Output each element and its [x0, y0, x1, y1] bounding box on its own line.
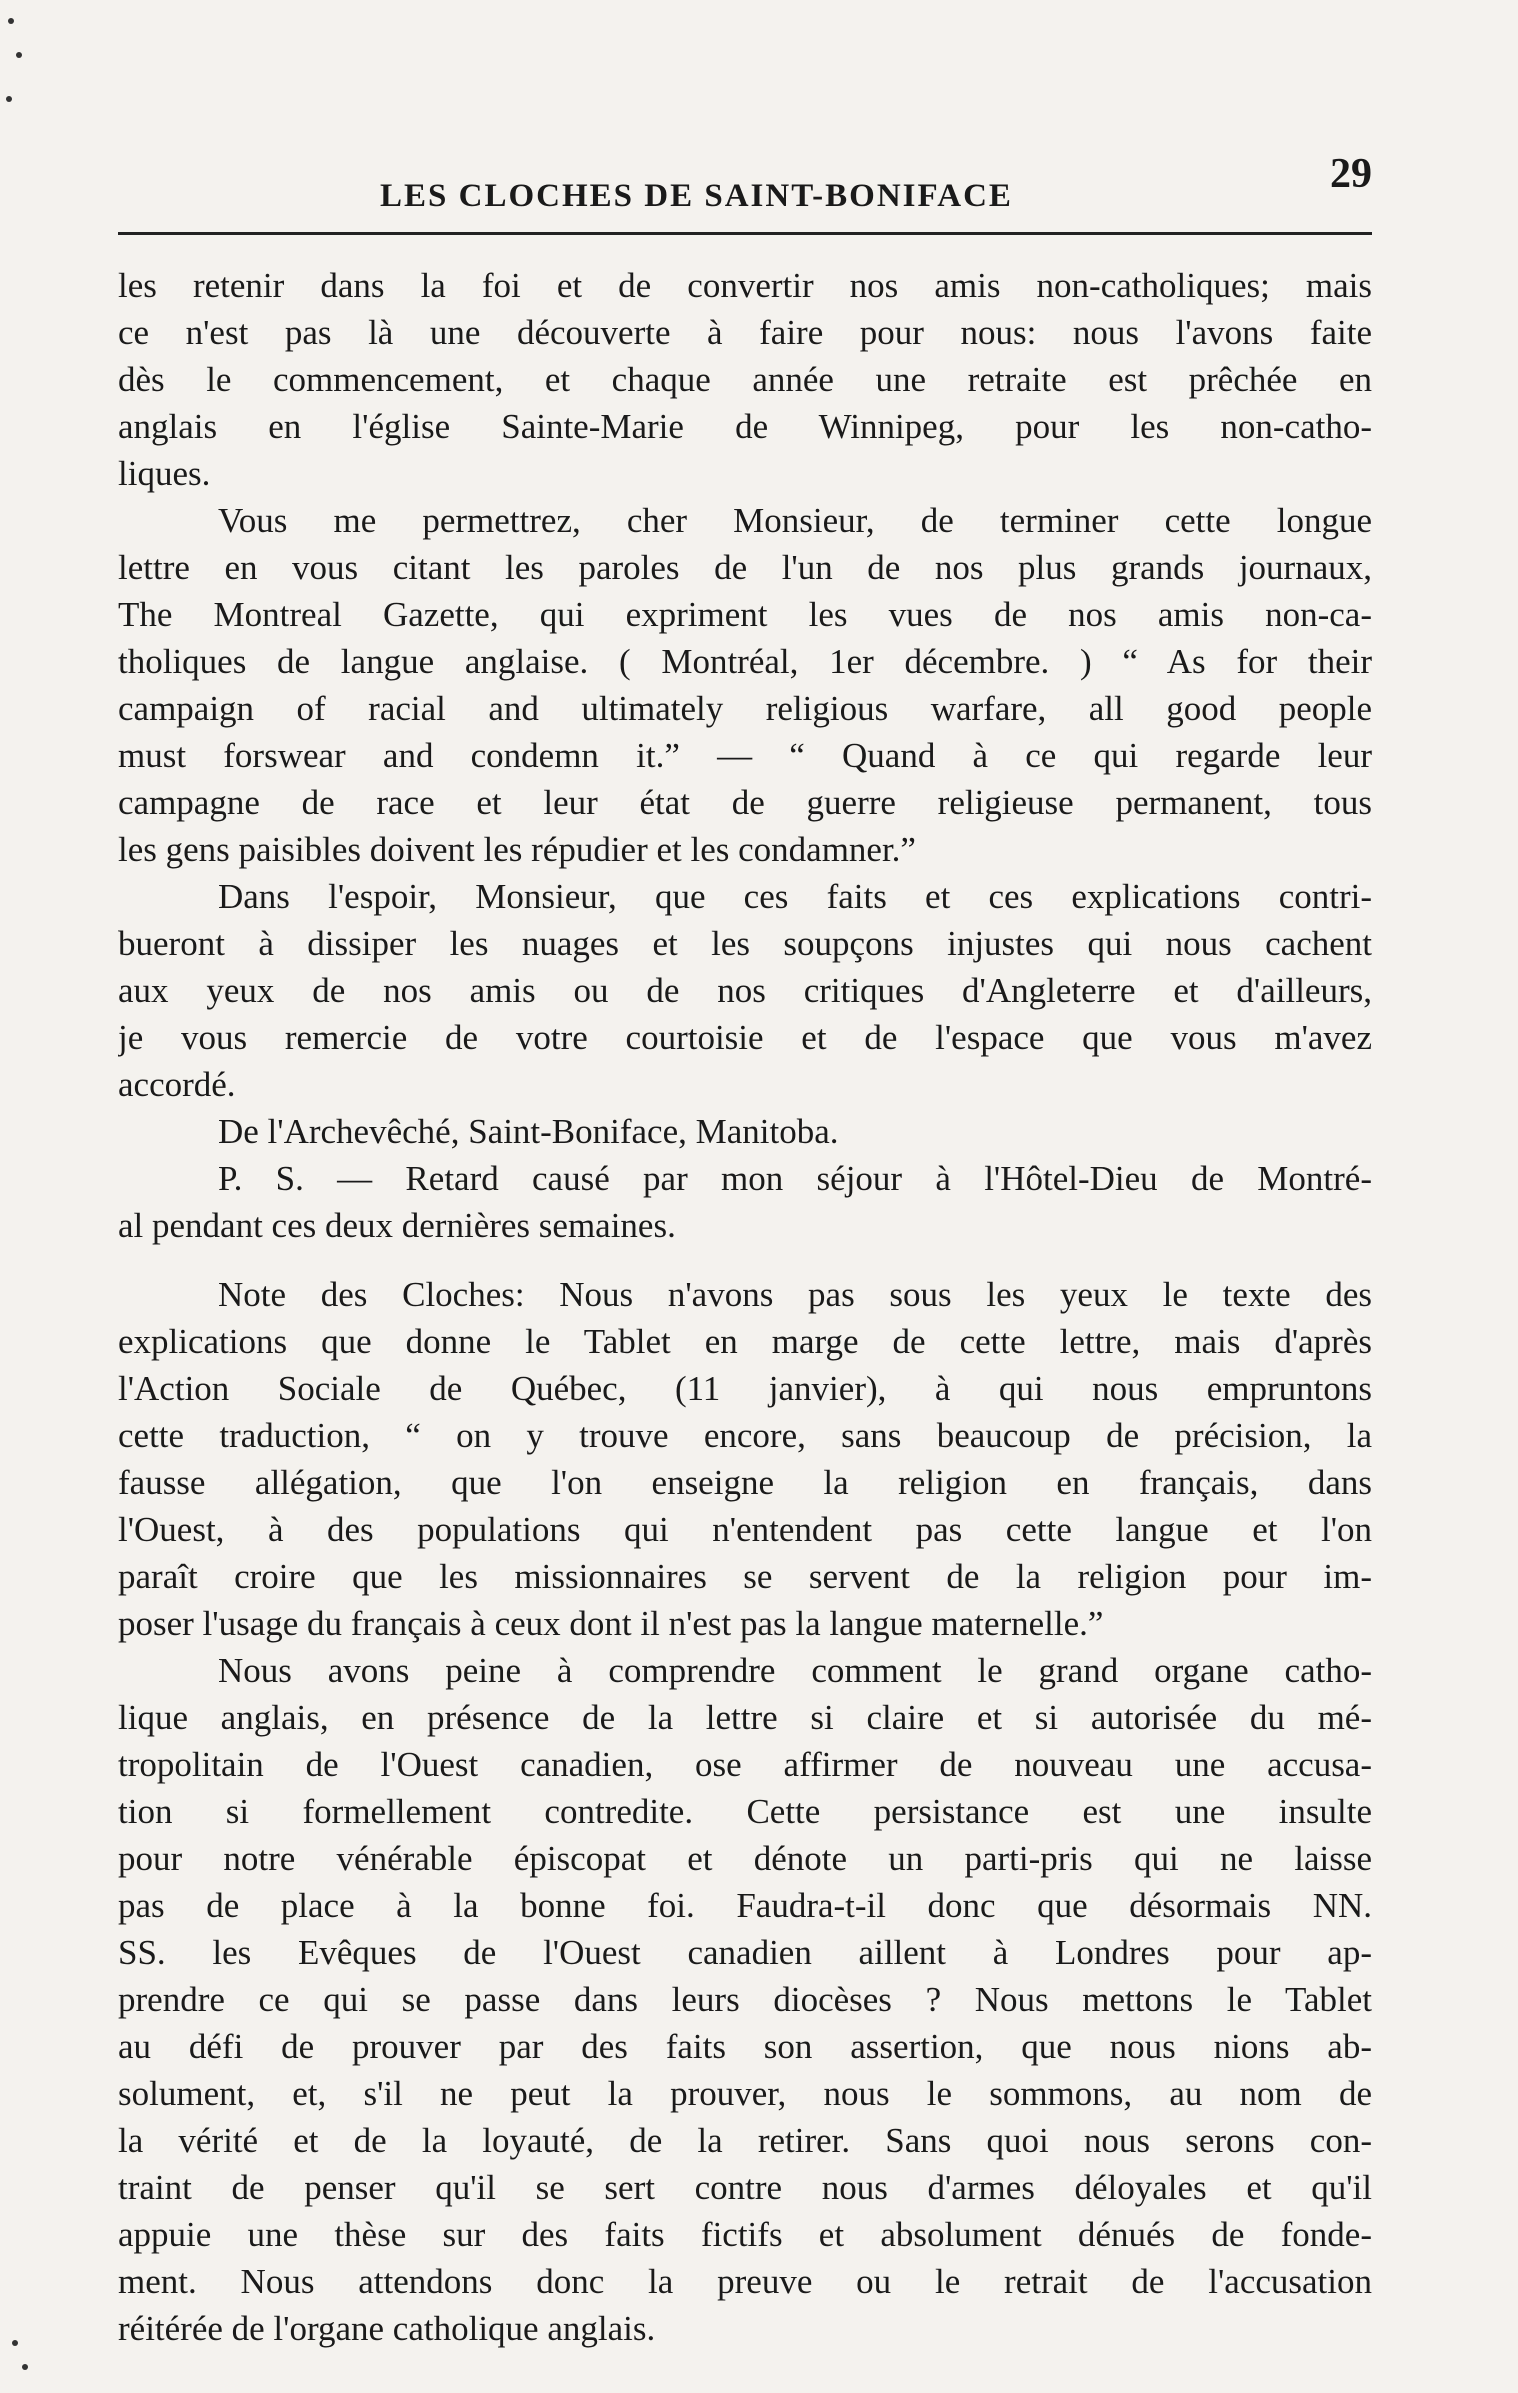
- text-line: Vous me permettrez, cher Monsieur, de terminer cette longue: [218, 501, 1372, 540]
- text-line: paraît croire que les missionnaires se servent de la religion pour im-: [118, 1557, 1372, 1596]
- text-line: traint de penser qu'il se sert contre nous d'armes déloyales et qu'il: [118, 2168, 1372, 2207]
- text-line: tholiques de langue anglaise. ( Montréal, 1er décembre. ) “ As for their: [118, 642, 1372, 681]
- text-line: anglais en l'église Sainte-Marie de Winnipeg, pour les non-catho-: [118, 407, 1372, 446]
- text-line: campaign of racial and ultimately religious warfare, all good people: [118, 689, 1372, 728]
- scan-speck: [12, 2340, 18, 2346]
- text-line: au défi de prouver par des faits son assertion, que nous nions ab-: [118, 2027, 1372, 2066]
- text-line: pour notre vénérable épiscopat et dénote un parti-pris qui ne laisse: [118, 1839, 1372, 1878]
- text-line: tion si formellement contredite. Cette persistance est une insulte: [118, 1792, 1372, 1831]
- text-line: poser l'usage du français à ceux dont il n'est pas la langue maternelle.”: [118, 1604, 1104, 1643]
- text-line: The Montreal Gazette, qui expriment les vues de nos amis non-ca-: [118, 595, 1372, 634]
- running-title: LES CLOCHES DE SAINT-BONIFACE: [380, 178, 1013, 214]
- text-line: aux yeux de nos amis ou de nos critiques d'Angleterre et d'ailleurs,: [118, 971, 1372, 1010]
- scan-speck: [16, 52, 22, 58]
- page-header: [118, 150, 1372, 240]
- text-line: accordé.: [118, 1065, 236, 1104]
- scan-speck: [8, 18, 14, 24]
- scan-speck: [6, 96, 12, 102]
- text-line: ment. Nous attendons donc la preuve ou le retrait de l'accusation: [118, 2262, 1372, 2301]
- body-text: [118, 262, 1372, 2352]
- text-line: l'Action Sociale de Québec, (11 janvier), à qui nous empruntons: [118, 1369, 1372, 1408]
- text-line: Nous avons peine à comprendre comment le grand organe catho-: [218, 1651, 1372, 1690]
- text-line: explications que donne le Tablet en marge de cette lettre, mais d'après: [118, 1322, 1372, 1361]
- text-line: pas de place à la bonne foi. Faudra-t-il donc que désormais NN.: [118, 1886, 1372, 1925]
- text-line: les gens paisibles doivent les répudier et les condamner.”: [118, 830, 916, 869]
- text-line: l'Ouest, à des populations qui n'entendent pas cette langue et l'on: [118, 1510, 1372, 1549]
- text-line: SS. les Evêques de l'Ouest canadien aillent à Londres pour ap-: [118, 1933, 1372, 1972]
- header-rule: [118, 232, 1372, 235]
- text-line: tropolitain de l'Ouest canadien, ose affirmer de nouveau une accusa-: [118, 1745, 1372, 1784]
- text-line: les retenir dans la foi et de convertir nos amis non-catholiques; mais: [118, 266, 1372, 305]
- text-line: De l'Archevêché, Saint-Boniface, Manitoba.: [218, 1112, 839, 1151]
- text-line: la vérité et de la loyauté, de la retirer. Sans quoi nous serons con-: [118, 2121, 1372, 2160]
- text-line: fausse allégation, que l'on enseigne la religion en français, dans: [118, 1463, 1372, 1502]
- text-line: Dans l'espoir, Monsieur, que ces faits et ces explications contri-: [218, 877, 1372, 916]
- text-line: lettre en vous citant les paroles de l'un de nos plus grands journaux,: [118, 548, 1372, 587]
- scan-speck: [22, 2364, 28, 2370]
- text-line: appuie une thèse sur des faits fictifs et absolument dénués de fonde-: [118, 2215, 1372, 2254]
- text-line: must forswear and condemn it.” — “ Quand à ce qui regarde leur: [118, 736, 1372, 775]
- text-line: Note des Cloches: Nous n'avons pas sous les yeux le texte des: [218, 1275, 1372, 1314]
- text-line: réitérée de l'organe catholique anglais.: [118, 2309, 656, 2348]
- text-line: solument, et, s'il ne peut la prouver, nous le sommons, au nom de: [118, 2074, 1372, 2113]
- text-line: ce n'est pas là une découverte à faire pour nous: nous l'avons faite: [118, 313, 1372, 352]
- text-line: dès le commencement, et chaque année une retraite est prêchée en: [118, 360, 1372, 399]
- text-line: liques.: [118, 454, 211, 493]
- text-line: prendre ce qui se passe dans leurs diocèses ? Nous mettons le Tablet: [118, 1980, 1372, 2019]
- page-number: 29: [1330, 151, 1372, 197]
- text-line: je vous remercie de votre courtoisie et de l'espace que vous m'avez: [118, 1018, 1372, 1057]
- text-line: cette traduction, “ on y trouve encore, sans beaucoup de précision, la: [118, 1416, 1372, 1455]
- text-line: al pendant ces deux dernières semaines.: [118, 1206, 676, 1245]
- text-line: bueront à dissiper les nuages et les soupçons injustes qui nous cachent: [118, 924, 1372, 963]
- text-line: lique anglais, en présence de la lettre si claire et si autorisée du mé-: [118, 1698, 1372, 1737]
- text-line: campagne de race et leur état de guerre religieuse permanent, tous: [118, 783, 1372, 822]
- text-line: P. S. — Retard causé par mon séjour à l'Hôtel-Dieu de Montré-: [218, 1159, 1372, 1198]
